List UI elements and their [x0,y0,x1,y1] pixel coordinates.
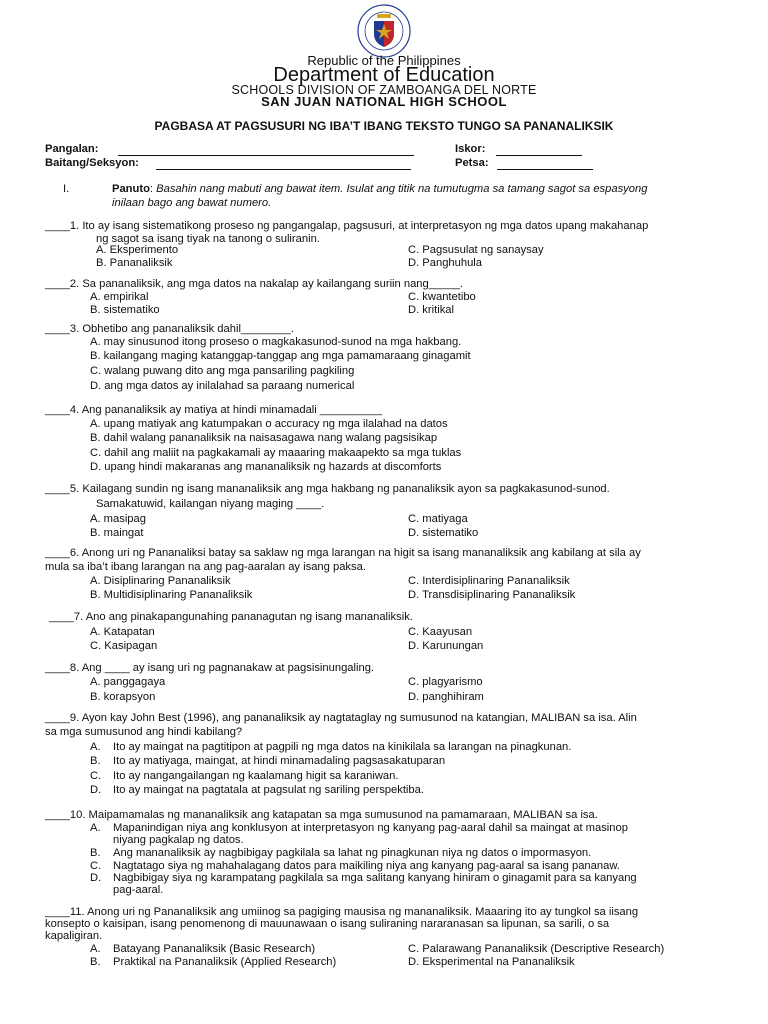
q10-choice-c-letter: C. [90,860,102,872]
q5-choice-b[interactable]: B. maingat [90,527,144,539]
q10-choice-b[interactable]: Ang mananaliksik ay nagbibigay pagkilala sa lahat ng pinagkunan niya ng datos o impormasyon. [113,847,592,859]
q1-choice-b[interactable]: B. Pananaliksik [96,257,173,269]
q10-choice-c[interactable]: Nagtatago siya ng mahahalagang datos para maikiling niya ang kanyang pag-aaral sa isang pananaw. [113,860,620,872]
exam-title: PAGBASA AT PAGSUSURI NG IBA’T IBANG TEKSTO TUNGO SA PANANALIKSIK [154,119,614,133]
q3-choice-d[interactable]: D. ang mga datos ay inilalahad sa paraang numerical [90,380,355,392]
q6-choice-b[interactable]: B. Multidisiplinaring Pananaliksik [90,589,253,601]
q9-choice-b[interactable]: Ito ay matiyaga, maingat, at hindi minamadaling pagsasakatuparan [113,755,446,767]
q3-choice-c[interactable]: C. walang puwang dito ang mga pansariling pagkiling [90,365,355,377]
q3-choice-a[interactable]: A. may sinusunod itong proseso o magkakasunod-sunod na mga hakbang. [90,336,462,348]
q2-choice-c[interactable]: C. kwantetibo [408,291,476,303]
q7-choice-b[interactable]: C. Kasipagan [90,640,158,652]
q11-choice-a[interactable]: Batayang Pananaliksik (Basic Research) [113,943,316,955]
date-field[interactable] [497,169,593,170]
q10-choice-a[interactable]: Mapanindigan niya ang konklusyon at interpretasyon ng kanyang pag-aaral dahil sa maingat at masinop [113,822,628,834]
q1-choice-c[interactable]: C. Pagsusulat ng sanaysay [408,244,544,256]
question-10-stem: ____10. Maipamamalas ng mananaliksik ang katapatan sa mga sumusunod na pamamaraan, MALIBAN sa isa. [45,809,598,821]
q10-choice-d-letter: D. [90,872,102,884]
question-6-stem: ____6. Anong uri ng Pananaliksi batay sa saklaw ng mga larangan na higit sa isang mananaliksik ang kabilang at sila ay [45,547,641,559]
q9-choice-b-letter: B. [90,755,101,767]
section-numeral: I. [63,183,70,195]
question-11-stem-cont: konsepto o kaisipan, isang penomenong di mauunawaan o isang suliraning nararanasan sa lipunan, sa sarili, o sa [45,918,610,930]
grade-section-field[interactable] [156,169,411,170]
question-3-stem: ____3. Obhetibo ang pananaliksik dahil________. [45,323,294,335]
name-field[interactable] [118,155,414,156]
q1-choice-a[interactable]: A. Eksperimento [96,244,179,256]
q7-choice-a[interactable]: A. Katapatan [90,626,155,638]
q6-choice-a[interactable]: A. Disiplinaring Pananaliksik [90,575,231,587]
question-11-stem-cont2: kapaligiran. [45,930,103,942]
q11-choice-b-letter: B. [90,956,101,968]
school-name: SAN JUAN NATIONAL HIGH SCHOOL [261,94,507,109]
instructions-line1: Basahin nang mabuti ang bawat item. Isulat ang titik na tumutugma sa tamang sagot sa espasyong [156,183,648,195]
score-label: Iskor: [455,143,486,155]
q8-choice-c[interactable]: C. plagyarismo [408,676,483,688]
question-6-stem-cont: mula sa iba’t ibang larangan na ang pag-aaralan ay isang paksa. [45,561,366,573]
instructions-colon: : [149,183,154,195]
question-11-stem: ____11. Anong uri ng Pananaliksik ang umiinog sa pagiging mausisa ng mananaliksik. Maaaring ito ay tungkol sa iisang [45,906,639,918]
department-title: Department of Education [273,64,495,86]
q7-choice-d[interactable]: D. Karunungan [408,640,484,652]
question-8-stem: ____8. Ang ____ ay isang uri ng pagnanakaw at pagsisinungaling. [45,662,375,674]
question-1-stem: ____1. Ito ay isang sistematikong proseso ng pangangalap, pagsusuri, at interpretasyon ng mga datos upang makahanap [45,220,649,232]
q2-choice-b[interactable]: B. sistematiko [90,304,160,316]
instructions-label: Panuto [112,183,150,195]
q5-choice-c[interactable]: C. matiyaga [408,513,468,525]
division-label: SCHOOLS DIVISION OF ZAMBOANGA DEL NORTE [231,83,537,97]
q4-choice-a[interactable]: A. upang matiyak ang katumpakan o accuracy ng mga ilalahad na datos [90,418,448,430]
q4-choice-c[interactable]: C. dahil ang maliit na pagkakamali ay maaaring makaapekto sa mga tuklas [90,447,462,459]
q9-choice-d-letter: D. [90,784,102,796]
q9-choice-d[interactable]: Ito ay maingat na pagtatala at pagsulat ng sariling perspektiba. [113,784,424,796]
question-9-stem-cont: sa mga sumusunod ang hindi kabilang? [45,726,243,738]
q11-choice-b[interactable]: Praktikal na Pananaliksik (Applied Research) [113,956,337,968]
instructions [112,183,647,196]
date-label: Petsa: [455,157,489,169]
deped-seal-icon [357,4,411,58]
q11-choice-a-letter: A. [90,943,101,955]
q9-choice-a-letter: A. [90,741,101,753]
q10-choice-a-letter: A. [90,822,101,834]
q4-choice-b[interactable]: B. dahil walang pananaliksik na naisasagawa nang walang pagsisikap [90,432,438,444]
q2-choice-d[interactable]: D. kritikal [408,304,454,316]
q2-choice-a[interactable]: A. empirikal [90,291,149,303]
q6-choice-c[interactable]: C. Interdisiplinaring Pananaliksik [408,575,570,587]
grade-section-label: Baitang/Seksyon: [45,157,139,169]
q9-choice-a[interactable]: Ito ay maingat na pagtitipon at pagpili ng mga datos na kinikilala sa larangan na pinagkunan. [113,741,572,753]
q7-choice-c[interactable]: C. Kaayusan [408,626,473,638]
question-4-stem: ____4. Ang pananaliksik ay matiya at hindi minamadali __________ [45,404,383,416]
q5-choice-a[interactable]: A. masipag [90,513,146,525]
q10-choice-b-letter: B. [90,847,101,859]
q11-choice-d[interactable]: D. Eksperimental na Pananaliksik [408,956,575,968]
q8-choice-b[interactable]: B. korapsyon [90,691,156,703]
q1-choice-d[interactable]: D. Panghuhula [408,257,483,269]
question-2-stem: ____2. Sa pananaliksik, ang mga datos na nakalap ay kailangang suriin nang_____. [45,278,463,290]
q3-choice-b[interactable]: B. kailangang maging katanggap-tanggap ang mga pamamaraang ginagamit [90,350,471,362]
q11-choice-c[interactable]: C. Palarawang Pananaliksik (Descriptive Research) [408,943,665,955]
instructions-line2: inilaan bago ang bawat numero. [112,197,272,209]
score-field[interactable] [496,155,582,156]
q8-choice-d[interactable]: D. panghihiram [408,691,484,703]
q10-choice-a-cont[interactable]: niyang pagkalap ng datos. [113,834,244,846]
question-1-stem-cont: ng sagot sa isang tiyak na tanong o suliranin. [96,233,320,245]
q4-choice-d[interactable]: D. upang hindi makaranas ang mananaliksik ng hazards at discomforts [90,461,442,473]
q9-choice-c-letter: C. [90,770,102,782]
question-5-stem-cont: Samakatuwid, kailangan niyang maging ____. [96,498,325,510]
republic-label: Republic of the Philippines [307,53,461,68]
q8-choice-a[interactable]: A. panggagaya [90,676,166,688]
name-label: Pangalan: [45,143,99,155]
question-9-stem: ____9. Ayon kay John Best (1996), ang pananaliksik ay nagtataglay ng sumusunod na katangian, MALIBAN sa isa. Alin [45,712,637,724]
q5-choice-d[interactable]: D. sistematiko [408,527,479,539]
question-5-stem: ____5. Kailagang sundin ng isang mananaliksik ang mga hakbang ng pananaliksik ayon sa pagkakasunod-sunod. [45,483,610,495]
q6-choice-d[interactable]: D. Transdisiplinaring Pananaliksik [408,589,576,601]
q9-choice-c[interactable]: Ito ay nangangailangan ng kaalamang higit sa karaniwan. [113,770,399,782]
q10-choice-d-cont[interactable]: pag-aaral. [113,884,164,896]
q10-choice-d[interactable]: Nagbibigay siya ng karampatang pagkilala sa mga salitang kanyang hiniram o ginagamit para sa kanyang [113,872,637,884]
question-7-stem: ____7. Ano ang pinakapangunahing pananagutan ng isang mananaliksik. [49,611,413,623]
